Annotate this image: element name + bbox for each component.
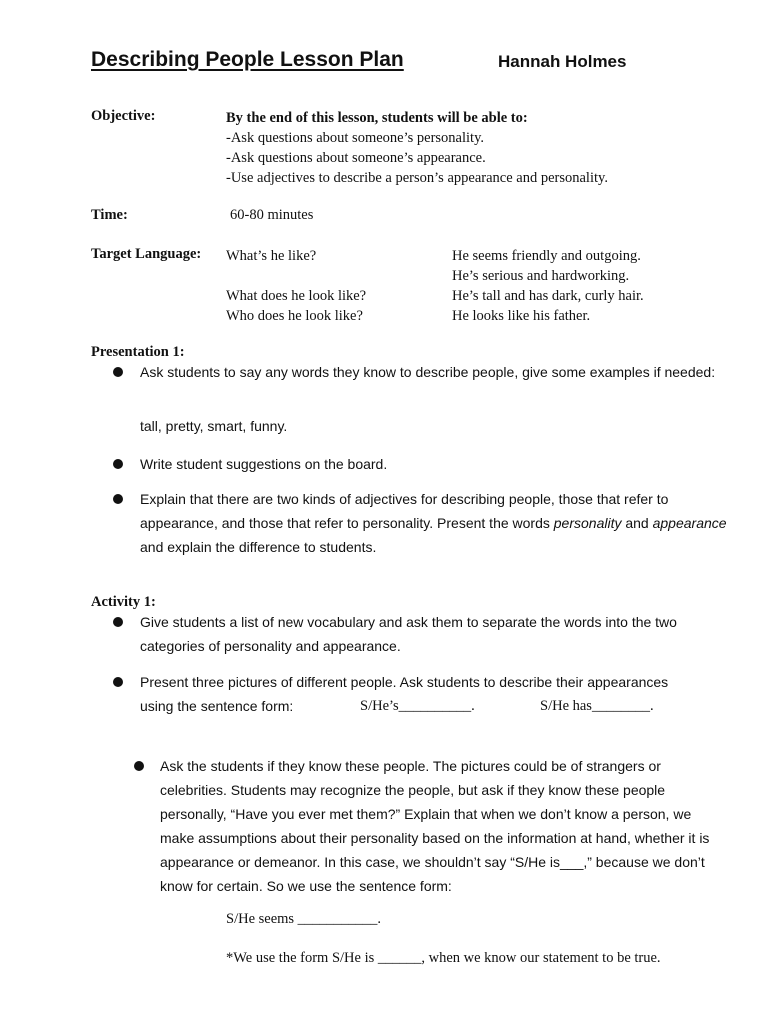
sentence-form-hes: S/He’s__________.	[360, 698, 475, 714]
target-language-label: Target Language:	[91, 246, 202, 262]
page-title: Describing People Lesson Plan	[91, 48, 404, 71]
presentation1-bullet-2: Write student suggestions on the board.	[140, 456, 388, 472]
bullet-dot	[134, 761, 144, 771]
tl-answer: He’s tall and has dark, curly hair.	[452, 288, 644, 304]
objective-lines	[226, 108, 608, 188]
objective-item: -Use adjectives to describe a person’s appearance and personality.	[226, 170, 608, 186]
tl-question: Who does he look like?	[226, 308, 363, 324]
bullet-dot	[113, 677, 123, 687]
term-appearance: appearance	[652, 515, 727, 531]
activity1-bullet-1: Give students a list of new vocabulary and ask them to separate the words into the two categories of personality and appearance.	[140, 614, 677, 654]
target-language-answers	[452, 246, 644, 326]
tl-answer: He seems friendly and outgoing.	[452, 248, 641, 264]
presentation1-examples: tall, pretty, smart, funny.	[140, 418, 288, 434]
sentence-form-has: S/He has________.	[540, 698, 654, 714]
author-name: Hannah Holmes	[498, 52, 627, 71]
sentence-form-seems: S/He seems ___________.	[226, 911, 382, 927]
b3-text: and explain the difference to students.	[140, 539, 377, 555]
presentation1-bullet-3	[140, 487, 730, 559]
objective-intro: By the end of this lesson, students will be able to:	[226, 110, 528, 126]
bullet-dot	[113, 459, 123, 469]
activity1-bullet-2-line1: Present three pictures of different people. Ask students to describe their appearances	[140, 674, 669, 690]
target-language-questions	[226, 246, 366, 326]
presentation1-heading: Presentation 1:	[91, 344, 185, 360]
objective-label: Objective:	[91, 108, 156, 124]
usage-note: *We use the form S/He is ______, when we know our statement to be true.	[226, 950, 661, 966]
objective-item: -Ask questions about someone’s appearance.	[226, 150, 486, 166]
tl-answer: He looks like his father.	[452, 308, 591, 324]
tl-question: What’s he like?	[226, 248, 317, 264]
bullet-dot	[113, 617, 123, 627]
tl-question: What does he look like?	[226, 288, 367, 304]
objective-item: -Ask questions about someone’s personality.	[226, 130, 485, 146]
activity1-heading: Activity 1:	[91, 594, 156, 610]
time-label: Time:	[91, 207, 128, 223]
tl-answer: He’s serious and hardworking.	[452, 268, 630, 284]
time-value: 60-80 minutes	[230, 207, 314, 223]
term-personality: personality	[553, 515, 622, 531]
b3-text: Explain that there are two kinds of adjectives for describing people, those that refer to appearance, and those that refer to personality. Present the words	[140, 491, 669, 531]
bullet-dot	[113, 494, 123, 504]
b3-text: and	[621, 515, 653, 531]
presentation1-bullet-1: Ask students to say any words they know to describe people, give some examples if needed:	[140, 364, 716, 380]
activity1-bullet-2-line2: using the sentence form:	[140, 698, 294, 714]
activity1-bullet-3: Ask the students if they know these people. The pictures could be of strangers or celebrities. Students may recognize the people, but ask if they know these people personally, “Have you ever met them?” Explain that when we don’t know a person, we make assumptions about their personality based on the information at hand, whether it is appearance or demeanor. In this case, we shouldn’t say “S/He is___,” because we don’t know for certain. So we use the sentence form:	[160, 758, 710, 894]
bullet-dot	[113, 367, 123, 377]
